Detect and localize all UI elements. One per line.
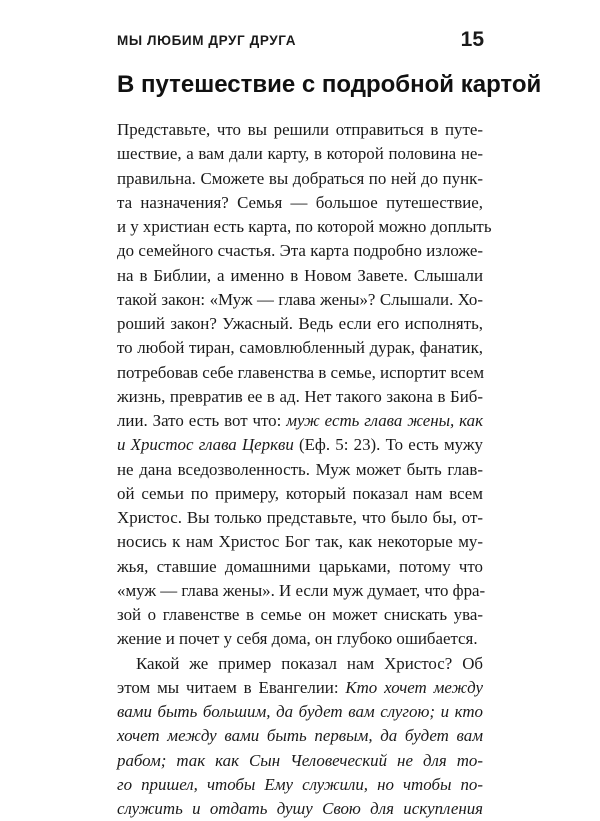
text-line: на в Библии, а именно в Новом Завете. Слышали — [117, 265, 483, 285]
body-text — [117, 118, 492, 821]
text-line: Христос. Вы только представьте, что было бы, от- — [117, 508, 483, 527]
text-line-mixed — [117, 433, 483, 457]
scripture-quote-line: служить и отдать душу Свою для искупления — [117, 799, 483, 818]
text-line-mixed — [117, 676, 483, 700]
text-line: то любой тиран, самовлюбленный дурак, фанатик, — [117, 338, 483, 358]
scripture-quote-line: го пришел, чтобы Ему служили, но чтобы по- — [117, 774, 483, 794]
text-line: правильна. Сможете вы добраться по ней до пунк- — [117, 168, 483, 188]
text-line: потребовав себе главенства в семье, испортит всем — [117, 362, 485, 382]
text-line: жение и почет у себя дома, он глубоко ошибается. — [117, 629, 478, 649]
scripture-quote-line: рабом; так как Сын Человеческий не для то- — [117, 750, 483, 770]
text-line: зой о главенстве в семье он может снискать ува- — [117, 605, 483, 624]
scripture-quote: муж есть глава жены, как — [286, 411, 483, 430]
running-header-title: МЫ ЛЮБИМ ДРУГ ДРУГА — [117, 33, 297, 48]
text-line: носись к нам Христос Бог так, как некоторые му- — [117, 532, 483, 552]
text-line: «муж — глава жены». И если муж думает, что фра- — [117, 580, 486, 600]
scripture-quote-line: вами быть большим, да будет вам слугою; и кто — [117, 702, 483, 721]
text-segment: (Еф. 5: 23). То есть мужу — [293, 435, 483, 455]
text-line: такой закон: «Муж — глава жены»? Слышали. Хо- — [117, 289, 483, 309]
scripture-quote: Кто хочет между — [345, 677, 483, 697]
section-heading: В путешествие с подробной картой — [117, 71, 542, 98]
text-line: та назначения? Семья — большое путешествие, — [117, 192, 483, 212]
text-line: Какой же пример показал нам Христос? Об — [136, 653, 483, 673]
text-line: ой семьи по примеру, который показал нам всем — [117, 483, 483, 503]
scripture-quote-line: хочет между вами быть первым, да будет вам — [117, 726, 483, 746]
text-line: шествие, а вам дали карту, в которой половина не- — [117, 144, 483, 164]
text-line: Представьте, что вы решили отправиться в путе- — [117, 120, 483, 139]
page-number: 15 — [460, 28, 484, 51]
text-segment: лии. Зато есть вот что: — [117, 411, 287, 430]
text-line: жья, ставшие домашними царьками, потому что — [117, 556, 483, 576]
text-line: жизнь, превратив ее в ад. Нет такого закона в Биб- — [117, 386, 483, 406]
text-segment: этом мы читаем в Евангелии: — [117, 677, 346, 697]
text-line: и у христиан есть карта, по которой можно доплыть — [117, 217, 492, 236]
text-line-mixed — [117, 409, 483, 433]
text-line: не дана вседозволенность. Муж может быть глав- — [117, 459, 483, 479]
text-line: до семейного счастья. Эта карта подробно изложе- — [117, 241, 483, 261]
scripture-quote: и Христос глава Церкви — [117, 435, 294, 455]
text-line: роший закон? Ужасный. Ведь если его исполнять, — [117, 314, 483, 333]
